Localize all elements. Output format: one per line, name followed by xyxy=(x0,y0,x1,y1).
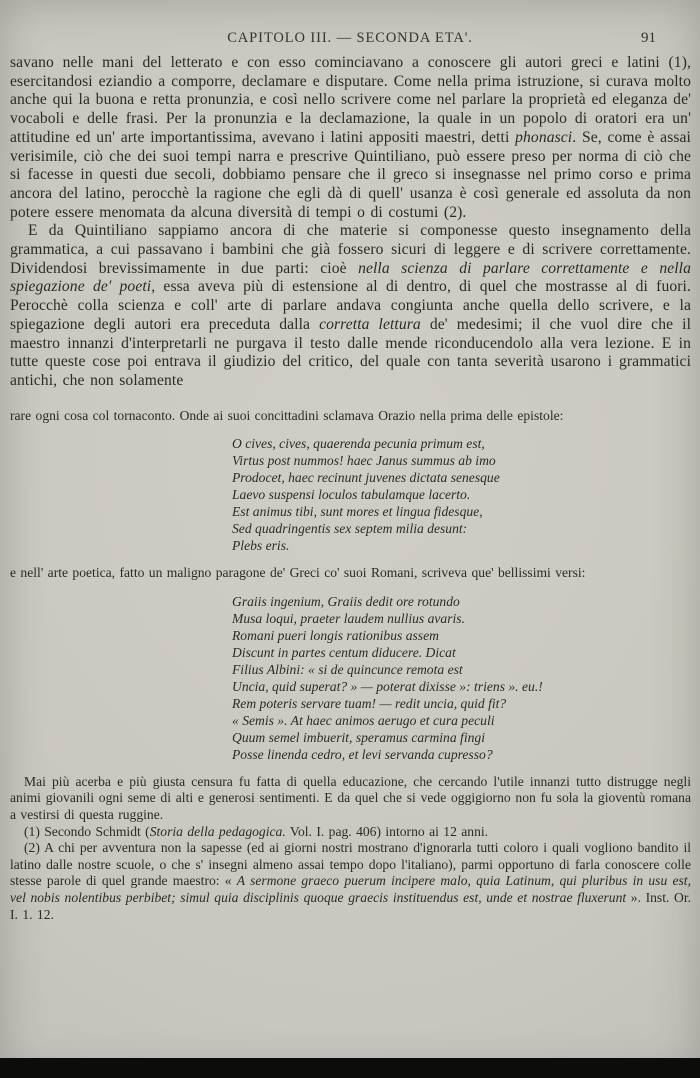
verse-line: Graiis ingenium, Graiis dedit ore rotundo xyxy=(232,593,460,609)
verse-line: Filius Albini: « si de quincunce remota est xyxy=(232,661,463,677)
verse-quote-2 xyxy=(232,593,691,763)
footnote-inter-paragraph xyxy=(10,565,691,582)
text-segment: A sermone graeco puerum incipere malo, quia Latinum, qui pluribus in usu est, vel nobis nolentibus perbibet; simul quia disciplinis quoque graecis instituendus est, unde et nostrae fluxerunt xyxy=(10,873,691,905)
paragraph-2 xyxy=(10,222,691,390)
verse-quote-1 xyxy=(232,435,691,554)
verse-line: Virtus post nummos! haec Janus summus ab imo xyxy=(232,453,496,469)
verse-line: Discunt in partes centum diducere. Dicat xyxy=(232,644,456,660)
paragraph-1 xyxy=(10,54,691,222)
verse-line: Plebs eris. xyxy=(232,538,290,554)
verse-line: Musa loqui, praeter laudem nullius avaris. xyxy=(232,610,465,626)
footnote-section xyxy=(10,408,691,924)
text-segment: (2) A chi per avventura non la sapesse (ed ai giorni nostri mostrano d'ignorarla tutti coloro i quali vogliono bandito il latino dalle nostre scuole, o che s' insegni almeno assai tempo dopo l'italiano), parmi opportuno di farla conoscere colle stesse parole di quel grande maestro: « xyxy=(10,840,691,889)
text-segment: nella scienza di parlare correttamente e nella spiegazione de' poeti, xyxy=(10,259,692,296)
text-segment: E da Quintiliano sappiamo ancora di che materie si componesse questo insegnamento della grammatica, a cui passavano i bambini che già fossero sicuri di leggere e di scrivere correttamente. Dividendosi brevissimamente in due parti: cioè xyxy=(10,222,691,277)
footnote-2 xyxy=(10,840,691,923)
verse-line: Quum semel imbuerit, speramus carmina fingi xyxy=(232,729,485,745)
page-number: 91 xyxy=(641,30,656,46)
verse-line: « Semis ». At haec animos aerugo et cura peculi xyxy=(232,712,495,728)
footnote-1 xyxy=(10,824,691,841)
page-header xyxy=(0,30,700,47)
main-text xyxy=(10,54,691,391)
chapter-title: CAPITOLO III. — SECONDA ETA'. xyxy=(227,30,473,46)
text-segment: Storia della pedagogica. xyxy=(149,823,286,839)
footnote-closing-paragraph xyxy=(10,774,691,824)
text-segment: ». Inst. Or. I. 1. 12. xyxy=(10,890,691,922)
text-segment: (1) Secondo Schmidt ( xyxy=(24,823,150,839)
verse-line: Prodocet, haec recinunt juvenes dictata senesque xyxy=(232,470,500,486)
text-segment: savano nelle mani del letterato e con esso cominciavano a conoscere gli autori greci e latini (1), esercitandosi eziandio a comporre, declamare e disputare. Come nella prima istruzione, si curava molto anche qui la buona e retta pronunzia, e così nello scrivere come nel parlare la proprietà ed eleganza de' vocaboli e delle frasi. Per la pronunzia e la declamazione, la quale in un popolo di oratori era un' attitudine ed un' arte importantissima, avevano i latini appositi maestri, detti xyxy=(10,54,691,146)
text-segment: . Se, come è assai verisimile, ciò che dei suoi tempi narra e prescrive Quintiliano, può essere preso per norma di ciò che si facesse in questi due secoli, dobbiamo pensare che il greco si insegnasse nel primo corso e prima ancora del latino, perocchè la ragione che egli dà di quell' usanza è così generale ed assoluta da non potere essere menomata da alcuna diversità di tempi o di costumi (2). xyxy=(10,128,691,221)
text-segment: corretta lettura xyxy=(319,315,421,333)
footnote-continuation xyxy=(10,408,691,425)
verse-line: Uncia, quid superat? » — poterat dixisse »: triens ». eu.! xyxy=(232,678,543,694)
verse-line: Est animus tibi, sunt mores et lingua fidesque, xyxy=(232,504,483,520)
text-segment: de' medesimi; il che vuol dire che il maestro innanzi d'interpretarli ne purgava il testo dalle mende riconducendolo alla vera lezione. E in tutte queste cose poi entrava il giudizio del critico, del quale con tanta severità usarono i grammatici antichi, che non solamente xyxy=(10,315,691,389)
verse-line: O cives, cives, quaerenda pecunia primum est, xyxy=(232,436,485,452)
text-segment: rare ogni cosa col tornaconto. Onde ai suoi concittadini sclamava Orazio nella prima delle epistole: xyxy=(10,407,564,423)
verse-line: Romani pueri longis rationibus assem xyxy=(232,627,439,643)
scan-edge-bar xyxy=(0,1058,700,1078)
text-segment: essa aveva più di estensione al di dentro, di quel che mostrasse al di fuori. Perocchè colla scienza e coll' arte di parlare andava congiunta anche quella dello scrivere, e la spiegazione degli autori era preceduta dalla xyxy=(10,278,691,333)
verse-line: Sed quadringentis sex septem milia desunt: xyxy=(232,521,468,537)
text-segment: phonasci xyxy=(515,128,573,146)
text-segment: e nell' arte poetica, fatto un maligno paragone de' Greci co' suoi Romani, scriveva que' bellissimi versi: xyxy=(10,565,586,581)
text-segment: Vol. I. pag. 406) intorno ai 12 anni. xyxy=(285,823,489,839)
verse-line: Rem poteris servare tuam! — redit uncia, quid fit? xyxy=(232,695,507,711)
verse-line: Laevo suspensi loculos tabulamque lacerto. xyxy=(232,487,471,503)
verse-line: Posse linenda cedro, et levi servanda cupresso? xyxy=(232,746,493,762)
page-content xyxy=(10,54,691,923)
text-segment: Mai più acerba e più giusta censura fu fatta di quella educazione, che cercando l'utile innanzi tutto distrugge negli animi giovanili ogni seme di alti e generosi sentimenti. E da quel che si vede oggigiorno non fu sola la gioventù romana a vestirsi di questa ruggine. xyxy=(10,773,691,823)
